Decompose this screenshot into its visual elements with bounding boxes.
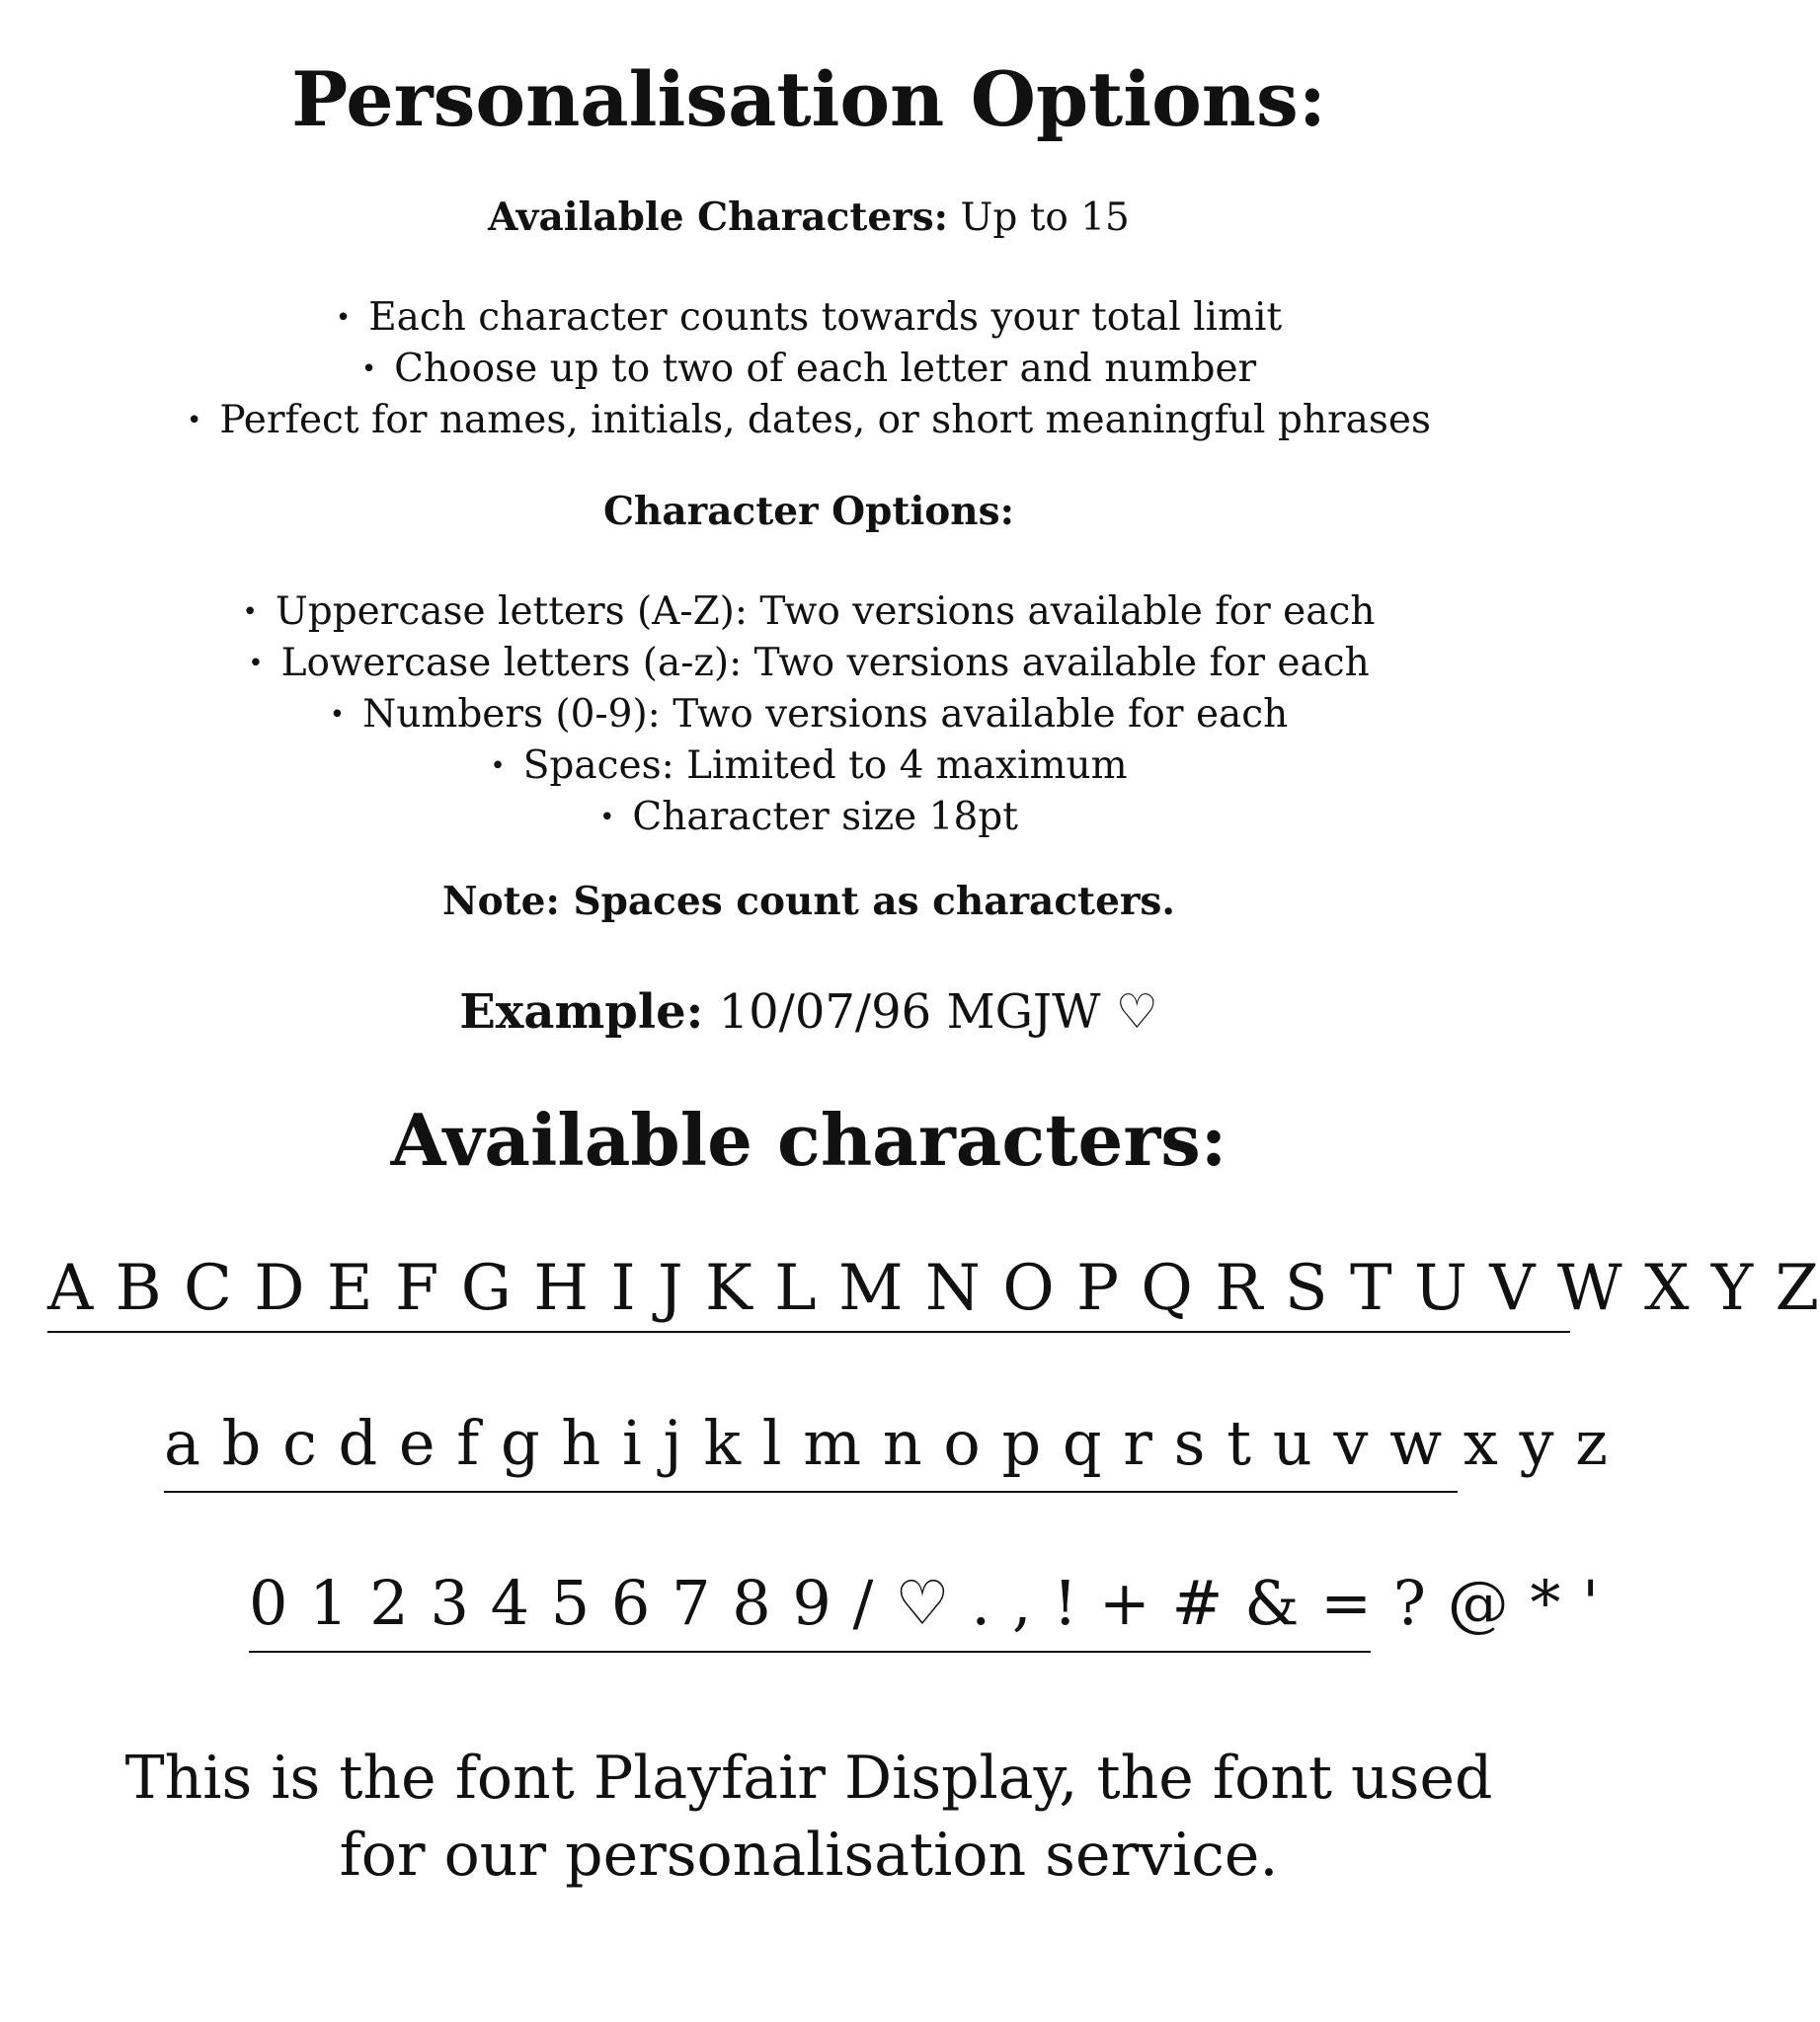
list-item: • Choose up to two of each letter and number (0, 343, 1618, 394)
example-line (0, 982, 1618, 1042)
divider (47, 1331, 1570, 1333)
bullet-icon: • (186, 406, 202, 435)
uppercase-characters: A B C D E F G H I J K L M N O P Q R S T U V W X Y Z (47, 1252, 1820, 1325)
bullet-icon: • (329, 700, 346, 730)
character-options-list (0, 585, 1618, 842)
limits-list (0, 291, 1618, 445)
bullet-icon: • (360, 354, 377, 384)
example-value: 10/07/96 MGJW ♡ (703, 984, 1158, 1040)
lowercase-characters: a b c d e f g h i j k l m n o p q r s t u v w x y z (164, 1407, 1609, 1479)
font-footnote: This is the font Playfair Display, the font used for our personalisation service. (124, 1744, 1493, 1890)
available-characters-label: Available Characters: (488, 194, 949, 240)
available-characters-value: Up to 15 (948, 195, 1130, 240)
bullet-icon: • (248, 649, 264, 678)
list-item: • Uppercase letters (A-Z): Two versions available for each (0, 585, 1618, 637)
example-label: Example: (459, 984, 704, 1040)
divider (249, 1651, 1371, 1653)
available-characters-line (0, 193, 1618, 243)
list-item: • Character size 18pt (0, 791, 1618, 842)
bullet-icon: • (335, 303, 352, 333)
list-item: • Spaces: Limited to 4 maximum (0, 739, 1618, 791)
bullet-icon: • (242, 597, 258, 627)
available-characters-title: Available characters: (390, 1098, 1227, 1182)
list-item: • Lowercase letters (a-z): Two versions available for each (0, 637, 1618, 688)
number-symbol-characters: 0 1 2 3 4 5 6 7 8 9 / ♡ . , ! + # & = ? @ * ' (249, 1567, 1601, 1639)
bullet-icon: • (599, 803, 615, 832)
list-item: • Each character counts towards your total limit (0, 291, 1618, 343)
list-item: • Perfect for names, initials, dates, or short meaningful phrases (0, 394, 1618, 445)
list-item: • Numbers (0-9): Two versions available for each (0, 688, 1618, 739)
divider (164, 1491, 1458, 1493)
bullet-icon: • (490, 751, 506, 781)
page-title: Personalisation Options: (291, 55, 1326, 143)
character-options-heading: Character Options: (603, 489, 1014, 534)
note-text: Note: Spaces count as characters. (442, 879, 1175, 924)
